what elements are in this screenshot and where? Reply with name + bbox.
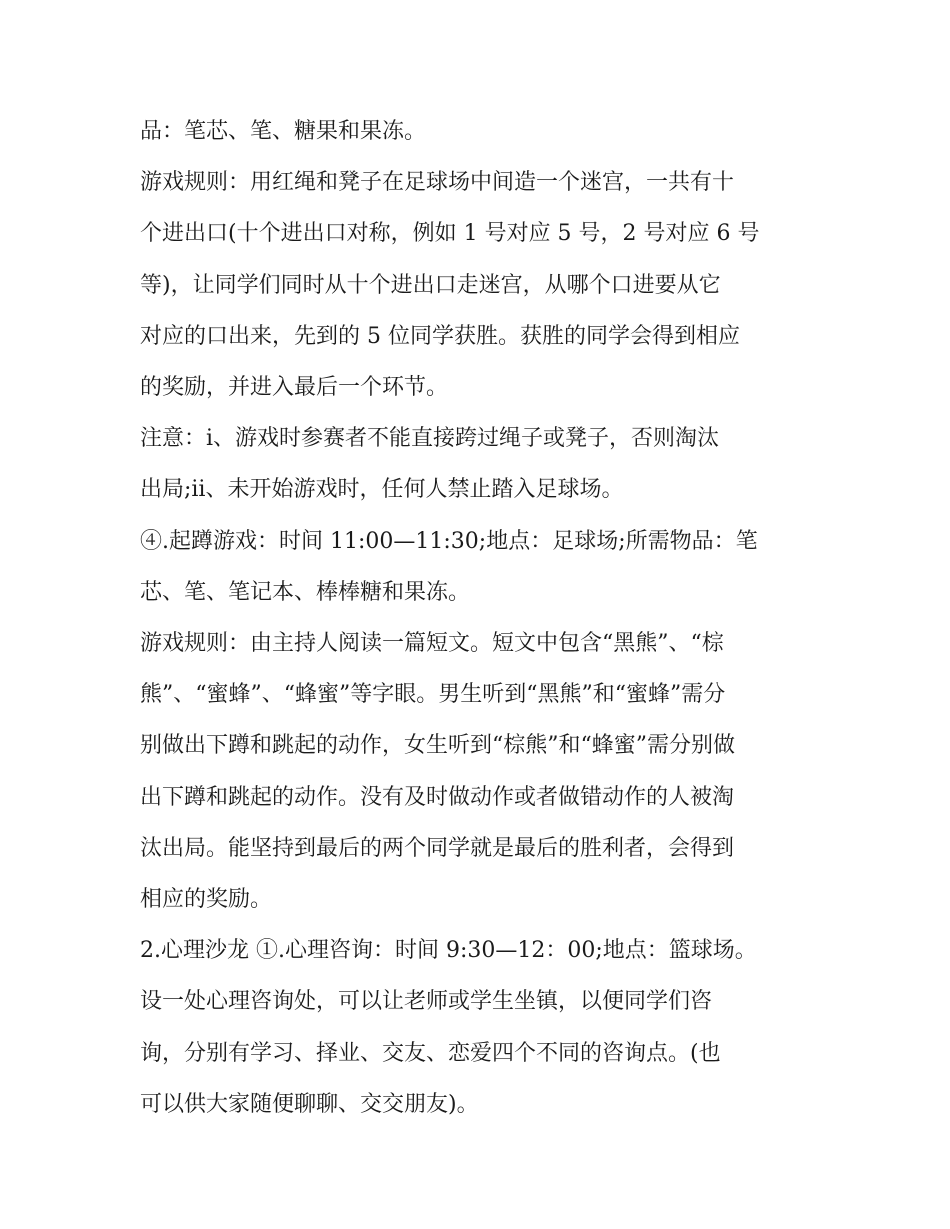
text-line: 汰出局。能坚持到最后的两个同学就是最后的胜利者，会得到 — [140, 835, 735, 861]
text-line: 游戏规则：用红绳和凳子在足球场中间造一个迷宫，一共有十 — [140, 170, 735, 196]
text-line: 个进出口(十个进出口对称，例如 1 号对应 5 号，2 号对应 6 号 — [140, 221, 760, 247]
text-line: 芯、笔、笔记本、棒棒糖和果冻。 — [140, 579, 471, 605]
text-line: 对应的口出来，先到的 5 位同学获胜。获胜的同学会得到相应 — [140, 323, 740, 349]
text-line: 别做出下蹲和跳起的动作，女生听到“棕熊”和“蜂蜜”需分别做 — [140, 733, 735, 759]
text-line: 熊”、“蜜蜂”、“蜂蜜”等字眼。男生听到“黑熊”和“蜜蜂”需分 — [140, 682, 726, 708]
text-line: 相应的奖励。 — [140, 887, 273, 913]
text-line: 的奖励，并进入最后一个环节。 — [140, 375, 449, 401]
text-line: 可以供大家随便聊聊、交交朋友)。 — [140, 1091, 479, 1117]
text-line: 注意：ⅰ、游戏时参赛者不能直接跨过绳子或凳子，否则淘汰 — [140, 426, 720, 452]
document-body — [140, 106, 820, 1130]
text-line: 出下蹲和跳起的动作。没有及时做动作或者做错动作的人被淘 — [140, 784, 735, 810]
text-line: 2.心理沙龙 ①.心理咨询：时间 9:30—12：00;地点：篮球场。 — [140, 938, 757, 964]
text-line: 设一处心理咨询处，可以让老师或学生坐镇，以便同学们咨 — [140, 989, 713, 1015]
text-line: ④.起蹲游戏：时间 11:00—11:30;地点：足球场;所需物品：笔 — [140, 528, 758, 554]
text-line: 游戏规则：由主持人阅读一篇短文。短文中包含“黑熊”、“棕 — [140, 631, 724, 657]
text-line: 等)，让同学们同时从十个进出口走迷宫，从哪个口进要从它 — [140, 272, 721, 298]
text-line: 询，分别有学习、择业、交友、恋爱四个不同的咨询点。(也 — [140, 1040, 721, 1066]
text-line: 出局;ⅱ、未开始游戏时，任何人禁止踏入足球场。 — [140, 477, 624, 503]
text-line: 品：笔芯、笔、糖果和果冻。 — [140, 119, 427, 144]
